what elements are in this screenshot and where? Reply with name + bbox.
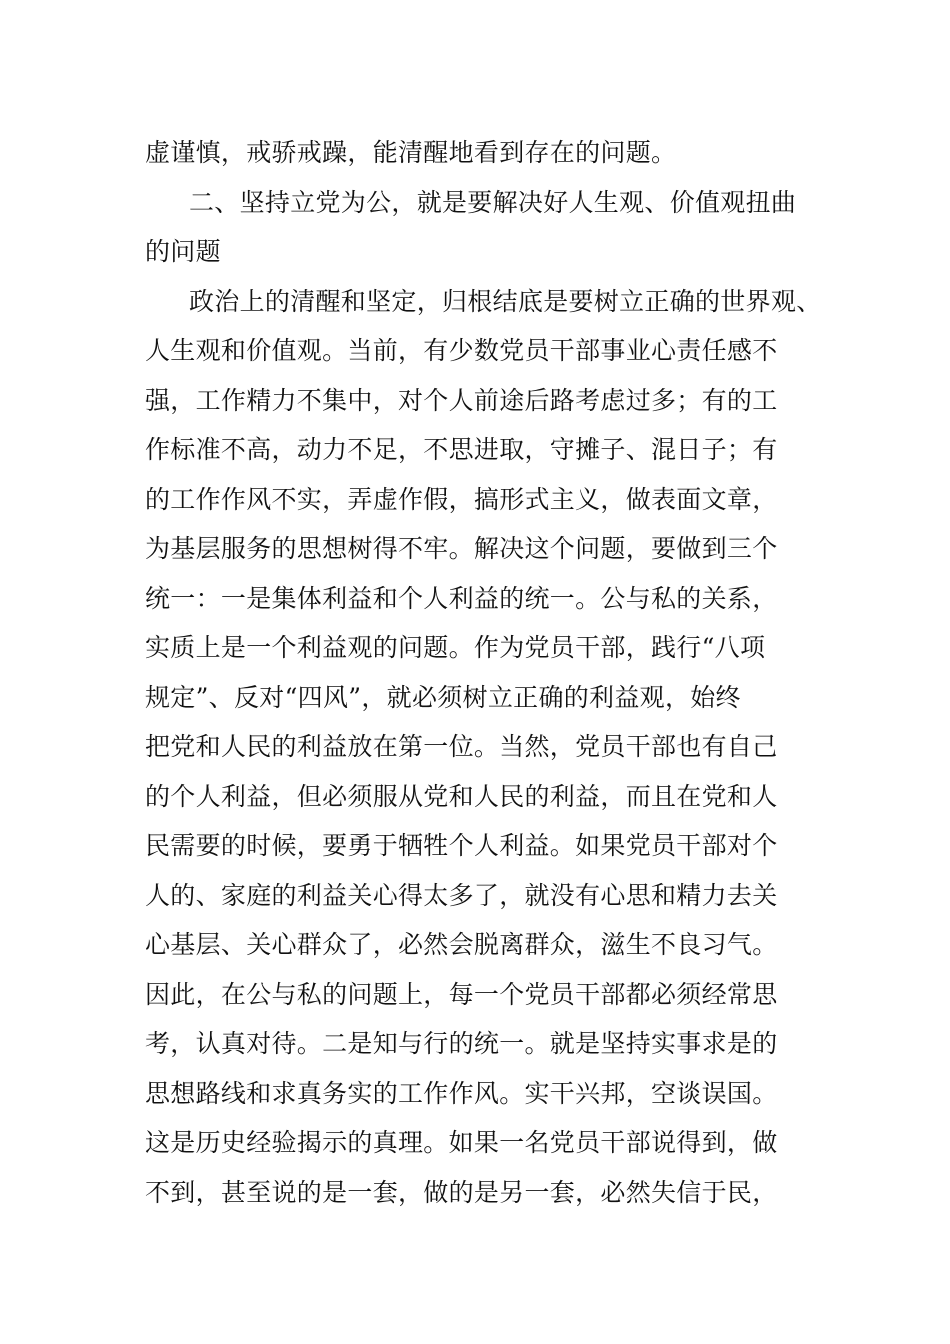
paragraph-line-2: 人生观和价值观。当前，有少数党员干部事业心责任感不 bbox=[145, 336, 778, 365]
paragraph-line-8: 实质上是一个利益观的问题。作为党员干部，践行“八项 bbox=[145, 633, 766, 662]
paragraph-line-18: 这是历史经验揭示的真理。如果一名党员干部说得到，做 bbox=[145, 1128, 778, 1157]
paragraph-line-9: 规定”、反对“四风”，就必须树立正确的利益观，始终 bbox=[145, 682, 741, 712]
paragraph-line-14: 心基层、关心群众了，必然会脱离群众，滋生不良习气。 bbox=[145, 930, 778, 959]
section-heading-line-2: 的问题 bbox=[145, 237, 221, 266]
text-line-1: 虚谨慎，戒骄戒躁，能清醒地看到存在的问题。 bbox=[145, 138, 677, 167]
paragraph-line-4: 作标准不高，动力不足，不思进取，守摊子、混日子；有 bbox=[145, 435, 778, 464]
paragraph-line-11: 的个人利益，但必须服从党和人民的利益，而且在党和人 bbox=[145, 781, 778, 811]
paragraph-line-5: 的工作作风不实，弄虚作假，搞形式主义，做表面文章， bbox=[145, 484, 778, 514]
paragraph-line-10: 把党和人民的利益放在第一位。当然，党员干部也有自己 bbox=[145, 732, 778, 761]
paragraph-line-7: 统一：一是集体利益和个人利益的统一。公与私的关系， bbox=[145, 583, 778, 613]
paragraph-line-12: 民需要的时候，要勇于牺牲个人利益。如果党员干部对个 bbox=[145, 831, 778, 860]
body-text bbox=[145, 128, 835, 1217]
paragraph-line-19: 不到，甚至说的是一套，做的是另一套，必然失信于民， bbox=[145, 1177, 778, 1207]
paragraph-line-15: 因此，在公与私的问题上，每一个党员干部都必须经常思 bbox=[145, 979, 778, 1009]
paragraph-line-17: 思想路线和求真务实的工作作风。实干兴邦，空谈误国。 bbox=[145, 1078, 778, 1108]
paragraph-line-1: 政治上的清醒和坚定，归根结底是要树立正确的世界观、 bbox=[189, 286, 822, 316]
paragraph-line-6: 为基层服务的思想树得不牢。解决这个问题，要做到三个 bbox=[145, 534, 778, 563]
paragraph-line-3: 强，工作精力不集中，对个人前途后路考虑过多；有的工 bbox=[145, 385, 778, 415]
section-heading-line-1: 二、坚持立党为公，就是要解决好人生观、价值观扭曲 bbox=[189, 187, 797, 217]
paragraph-line-13: 人的、家庭的利益关心得太多了，就没有心思和精力去关 bbox=[145, 880, 778, 910]
paragraph-line-16: 考，认真对待。二是知与行的统一。就是坚持实事求是的 bbox=[145, 1029, 778, 1058]
